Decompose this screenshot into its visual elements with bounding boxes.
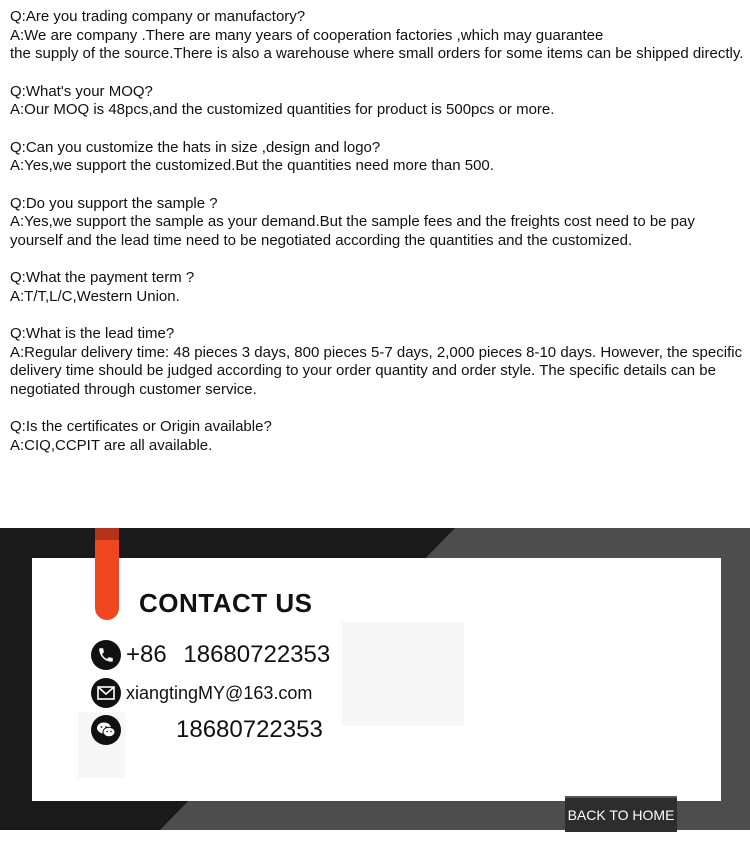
faq-question: Q:Are you trading company or manufactory?	[10, 8, 306, 25]
wechat-row	[91, 715, 323, 745]
faint-block	[342, 622, 464, 726]
wechat-icon	[91, 715, 121, 745]
wechat-id: 18680722353	[176, 716, 323, 743]
phone-number: +86 18680722353	[126, 641, 331, 668]
faq-item	[10, 8, 744, 64]
faq-section	[10, 8, 744, 474]
faq-item	[10, 195, 744, 251]
faq-item	[10, 325, 744, 399]
faq-answer: A:We are company .There are many years of cooperation factories ,which may guarantee the supply of the source.There is also a warehouse where small orders for some items can be shipped directly.	[10, 26, 744, 62]
mail-icon	[91, 678, 121, 708]
faq-answer: A:CIQ,CCPIT are all available.	[10, 436, 213, 454]
faq-question: Q:Is the certificates or Origin available?	[10, 418, 272, 435]
faq-answer: A:Our MOQ is 48pcs,and the customized quantities for product is 500pcs or more.	[10, 101, 555, 118]
faq-question: Q:What the payment term ?	[10, 269, 195, 286]
faq-answer: A:T/T,L/C,Western Union.	[10, 287, 180, 305]
email-row	[91, 678, 312, 708]
faq-answer: A:Regular delivery time: 48 pieces 3 days, 800 pieces 5-7 days, 2,000 pieces 8-10 days. However, the specific delivery time should be judged according to your order quantity and order style. The specific details can be negotiated through customer service.	[10, 343, 743, 398]
faq-answer: A:Yes,we support the customized.But the quantities need more than 500.	[10, 157, 494, 174]
faq-item	[10, 269, 744, 306]
phone-row	[91, 640, 330, 670]
faq-answer: A:Yes,we support the sample as your demand.But the sample fees and the freights cost need to be pay yourself and the lead time need to be negotiated according the quantities and the customized.	[10, 213, 695, 249]
red-accent-tab	[95, 528, 119, 620]
faq-question: Q:What's your MOQ?	[10, 82, 153, 100]
faq-item	[10, 139, 744, 176]
faq-item	[10, 83, 744, 120]
faq-item	[10, 418, 744, 455]
faq-question: Q:Do you support the sample ?	[10, 194, 218, 212]
email-address: xiangtingMY@163.com	[126, 682, 313, 703]
faq-question: Q:What is the lead time?	[10, 325, 175, 342]
phone-icon	[91, 640, 121, 670]
back-to-home-button[interactable]: BACK TO HOME	[565, 796, 677, 832]
faq-question: Q:Can you customize the hats in size ,design and logo?	[10, 138, 381, 156]
contact-title: CONTACT US	[139, 588, 313, 618]
